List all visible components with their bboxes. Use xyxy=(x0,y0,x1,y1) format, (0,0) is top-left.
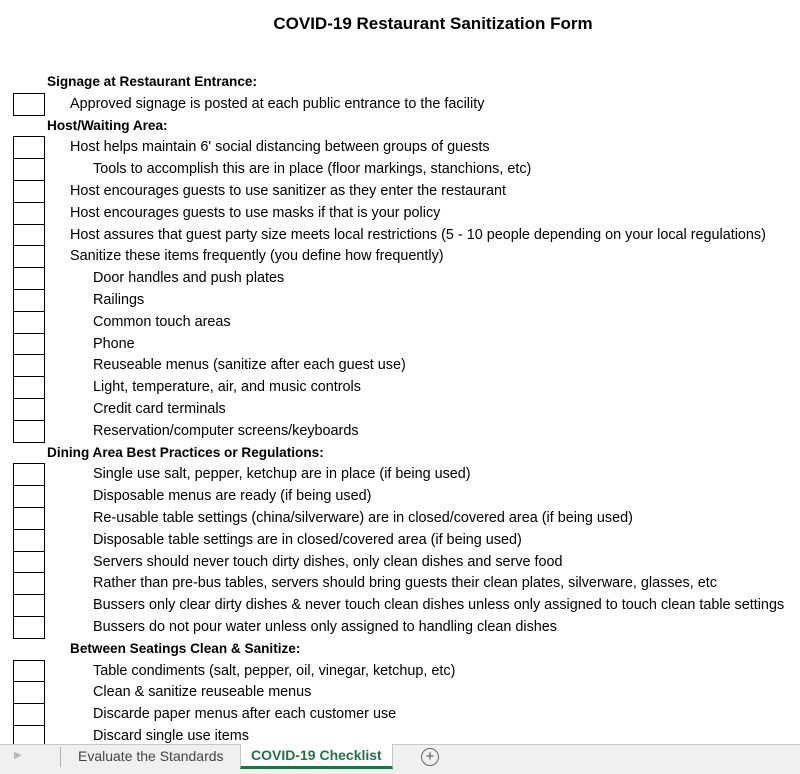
checkbox[interactable] xyxy=(13,572,45,594)
checklist-item-label: Clean & sanitize reuseable menus xyxy=(93,684,312,701)
checklist-item-label: Reuseable menus (sanitize after each guest use) xyxy=(93,357,406,374)
checklist-item-label: Tools to accomplish this are in place (floor markings, stanchions, etc) xyxy=(93,161,532,178)
checkbox[interactable] xyxy=(13,660,45,682)
checkbox[interactable] xyxy=(13,158,45,180)
scroll-tabs-left-icon[interactable]: ▶ xyxy=(14,750,22,761)
checklist-item-label: Railings xyxy=(93,291,145,308)
checkbox[interactable] xyxy=(13,616,45,639)
section-header-label: Between Seatings Clean & Sanitize: xyxy=(70,640,301,656)
checklist-item-label: Bussers only clear dirty dishes & never touch clean dishes unless only assigned to touch clean table settings xyxy=(93,597,785,614)
section-header-label: Host/Waiting Area: xyxy=(47,117,168,133)
checkbox[interactable] xyxy=(13,289,45,311)
checklist-item-label: Host encourages guests to use sanitizer as they enter the restaurant xyxy=(70,182,506,199)
checkbox[interactable] xyxy=(13,398,45,420)
checklist-item-label: Phone xyxy=(93,335,135,352)
checklist-item-label: Discard single use items xyxy=(93,727,249,744)
tab-evaluate-the-standards[interactable]: Evaluate the Standards xyxy=(78,748,224,764)
checkbox[interactable] xyxy=(13,594,45,616)
checkbox[interactable] xyxy=(13,725,45,744)
checkbox[interactable] xyxy=(13,485,45,507)
checklist-item-label: Reservation/computer screens/keyboards xyxy=(93,422,359,439)
form-title: COVID-19 Restaurant Sanitization Form xyxy=(273,14,593,33)
checkbox[interactable] xyxy=(13,267,45,289)
checkbox[interactable] xyxy=(13,136,45,158)
sheet-tab-bar xyxy=(0,744,800,774)
checklist-item-label: Re-usable table settings (china/silverware) are in closed/covered area (if being used) xyxy=(93,509,633,526)
checkbox[interactable] xyxy=(13,245,45,267)
checklist-item-label: Credit card terminals xyxy=(93,400,226,417)
checkbox[interactable] xyxy=(13,529,45,551)
checklist-item-label: Host helps maintain 6' social distancing between groups of guests xyxy=(70,139,490,156)
checklist-item-label: Discarde paper menus after each customer use xyxy=(93,706,397,723)
section-header-label: Dining Area Best Practices or Regulations: xyxy=(47,444,324,460)
checkbox[interactable] xyxy=(13,202,45,224)
checkbox[interactable] xyxy=(13,354,45,376)
checklist-item-label: Bussers do not pour water unless only assigned to handling clean dishes xyxy=(93,618,557,635)
checkbox[interactable] xyxy=(13,507,45,529)
checklist-item-label: Sanitize these items frequently (you define how frequently) xyxy=(70,248,444,265)
checkbox[interactable] xyxy=(13,333,45,355)
checklist-item-label: Host assures that guest party size meets local restrictions (5 - 10 people depending on your local regulations) xyxy=(70,226,766,243)
checklist-item-label: Common touch areas xyxy=(93,313,231,330)
checklist-item-label: Disposable menus are ready (if being used) xyxy=(93,488,372,505)
checklist-item-label: Door handles and push plates xyxy=(93,270,285,287)
checkbox[interactable] xyxy=(13,703,45,725)
checkbox[interactable] xyxy=(13,180,45,202)
checkbox[interactable] xyxy=(13,681,45,703)
checklist-item-label: Host encourages guests to use masks if that is your policy xyxy=(70,204,441,221)
checklist-item-label: Single use salt, pepper, ketchup are in place (if being used) xyxy=(93,466,471,483)
tab-covid-19-checklist[interactable]: COVID-19 Checklist xyxy=(240,744,393,769)
checkbox[interactable] xyxy=(13,224,45,246)
checkbox[interactable] xyxy=(13,463,45,485)
checklist-item-label: Disposable table settings are in closed/covered area (if being used) xyxy=(93,531,522,548)
checklist-item-label: Rather than pre-bus tables, servers should bring guests their clean plates, silverware, glasses, etc xyxy=(93,575,717,592)
checkbox[interactable] xyxy=(13,376,45,398)
checkbox[interactable] xyxy=(13,93,45,116)
checklist-item-label: Light, temperature, air, and music controls xyxy=(93,379,361,396)
checkbox[interactable] xyxy=(13,420,45,443)
tab-separator xyxy=(60,747,61,767)
section-header-label: Signage at Restaurant Entrance: xyxy=(47,74,257,89)
checklist-item-label: Servers should never touch dirty dishes, only clean dishes and serve food xyxy=(93,553,563,570)
checkbox[interactable] xyxy=(13,551,45,573)
add-sheet-icon[interactable]: + xyxy=(421,748,439,766)
checklist-item-label: Approved signage is posted at each public entrance to the facility xyxy=(70,95,485,112)
checkbox[interactable] xyxy=(13,311,45,333)
checklist-item-label: Table condiments (salt, pepper, oil, vinegar, ketchup, etc) xyxy=(93,662,456,679)
